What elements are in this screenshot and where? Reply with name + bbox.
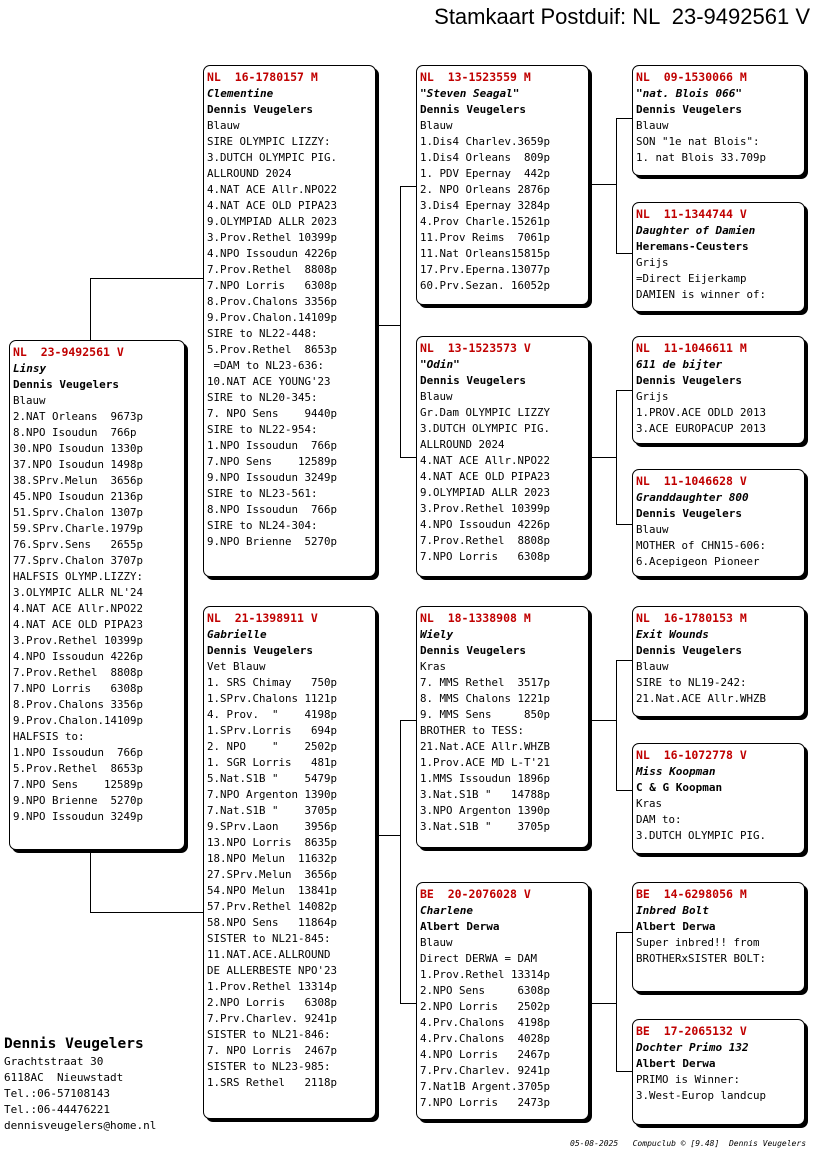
ring-number: NL 09-1530066 M — [636, 70, 747, 84]
pigeon-owner: Dennis Veugelers — [636, 103, 742, 116]
pedigree-line: 1.SPrv.Lorris 694p — [207, 724, 338, 737]
connector-line — [616, 790, 633, 791]
pedigree-line: 8. MMS Chalons 1221p — [420, 692, 551, 705]
connector-line — [616, 118, 633, 119]
pedigree-line: Blauw — [420, 936, 453, 949]
pigeon-owner: Dennis Veugelers — [636, 644, 742, 657]
pigeon-name: "Steven Seagal" — [420, 87, 520, 100]
pedigree-line: BROTHERxSISTER BOLT: — [636, 952, 767, 965]
pedigree-line: 3.Prov.Rethel 10399p — [13, 634, 144, 647]
connector-line — [616, 253, 633, 254]
pedigree-line: 37.NPO Isoudun 1498p — [13, 458, 144, 471]
pedigree-line: 2.NPO Lorris 6308p — [207, 996, 338, 1009]
pedigree-line: 3.ACE EUROPACUP 2013 — [636, 422, 767, 435]
pigeon-card-dds — [632, 882, 805, 992]
pedigree-line: 1.NPO Issoudun 766p — [13, 746, 144, 759]
pedigree-line: 7. NPO Lorris 2467p — [207, 1044, 338, 1057]
pedigree-line: ALLROUND 2024 — [420, 438, 505, 451]
pedigree-line: 45.NPO Isoudun 2136p — [13, 490, 144, 503]
pedigree-line: SIRE to NL24-304: — [207, 519, 318, 532]
pedigree-line: Blauw — [207, 119, 240, 132]
pedigree-line: 2. NPO Orleans 2876p — [420, 183, 551, 196]
pedigree-line: 4.NAT ACE Allr.NPO22 — [420, 454, 551, 467]
pedigree-line: 5.Nat.S1B " 5479p — [207, 772, 338, 785]
ring-number: NL 23-9492561 V — [13, 345, 124, 359]
connector-line — [616, 390, 617, 525]
pedigree-line: 7.NPO Lorris 2473p — [420, 1096, 551, 1109]
pedigree-line: 7.Prv.Charlev. 9241p — [420, 1064, 551, 1077]
pigeon-owner: Dennis Veugelers — [420, 103, 526, 116]
pedigree-line: 51.Sprv.Chalon 1307p — [13, 506, 144, 519]
pedigree-line: 1. nat Blois 33.709p — [636, 151, 767, 164]
ring-number: NL 13-1523559 M — [420, 70, 531, 84]
pedigree-line: 3.Nat.S1B " 3705p — [420, 820, 551, 833]
ring-number: BE 20-2076028 V — [420, 887, 531, 901]
ring-number: NL 18-1338908 M — [420, 611, 531, 625]
pigeon-owner: Dennis Veugelers — [207, 644, 313, 657]
connector-line — [400, 186, 401, 458]
pedigree-line: Direct DERWA = DAM — [420, 952, 538, 965]
connector-line — [90, 278, 204, 279]
pedigree-line: DAM to: — [636, 813, 682, 826]
pedigree-line: 3.Prov.Rethel 10399p — [207, 231, 338, 244]
connector-line — [90, 912, 204, 913]
pedigree-line: 7.Prov.Rethel 8808p — [420, 534, 551, 547]
pedigree-line: SISTER to NL23-985: — [207, 1060, 331, 1073]
pedigree-line: 1.Dis4 Orleans 809p — [420, 151, 551, 164]
connector-line — [616, 932, 617, 1072]
pigeon-card-sss — [632, 65, 805, 176]
pedigree-line: 9.OLYMPIAD ALLR 2023 — [420, 486, 551, 499]
pedigree-line: HALFSIS OLYMP.LIZZY: — [13, 570, 144, 583]
pedigree-line: DAMIEN is winner of: — [636, 288, 767, 301]
ring-number: NL 21-1398911 V — [207, 611, 318, 625]
pigeon-card-dam-sire — [416, 606, 589, 848]
pedigree-line: 59.SPrv.Charle.1979p — [13, 522, 144, 535]
pigeon-card-root — [9, 340, 185, 850]
pedigree-line: 4.NPO Issoudun 4226p — [13, 650, 144, 663]
ring-number: NL 16-1780153 M — [636, 611, 747, 625]
pedigree-line: 2.NPO Lorris 2502p — [420, 1000, 551, 1013]
breeder-phone-2: Tel.:06-44476221 — [4, 1103, 110, 1116]
connector-line — [616, 660, 617, 791]
pedigree-line: Vet Blauw — [207, 660, 266, 673]
pedigree-line: Super inbred!! from — [636, 936, 760, 949]
breeder-address: Grachtstraat 30 — [4, 1055, 104, 1068]
ring-number: BE 17-2065132 V — [636, 1024, 747, 1038]
pedigree-line: 10.NAT ACE YOUNG'23 — [207, 375, 331, 388]
pigeon-name: Granddaughter 800 — [636, 491, 749, 504]
pedigree-line: Grijs — [636, 256, 669, 269]
pedigree-line: 1.Dis4 Charlev.3659p — [420, 135, 551, 148]
pedigree-line: 1.Prov.Rethel 13314p — [207, 980, 338, 993]
pedigree-line: 58.NPO Sens 11864p — [207, 916, 338, 929]
pedigree-line: 4.NAT ACE OLD PIPA23 — [420, 470, 551, 483]
pedigree-line: 3.DUTCH OLYMPIC PIG. — [420, 422, 551, 435]
pedigree-line: 8.Prov.Chalons 3356p — [207, 295, 338, 308]
pedigree-line: 30.NPO Isoudun 1330p — [13, 442, 144, 455]
pigeon-owner: Albert Derwa — [636, 920, 716, 933]
pigeon-card-sds — [632, 336, 805, 444]
pigeon-card-sire-sire — [416, 65, 589, 305]
pedigree-line: 2.NPO Sens 6308p — [420, 984, 551, 997]
connector-line — [400, 1003, 417, 1004]
pigeon-name: Exit Wounds — [636, 628, 709, 641]
pedigree-line: BROTHER to TESS: — [420, 724, 525, 737]
pedigree-line: 4.NAT ACE Allr.NPO22 — [207, 183, 338, 196]
pedigree-line: SISTER to NL21-846: — [207, 1028, 331, 1041]
connector-line — [400, 457, 417, 458]
pigeon-name: Miss Koopman — [636, 765, 716, 778]
pedigree-line: 1.Prov.ACE MD L-T'21 — [420, 756, 551, 769]
pigeon-name: Gabrielle — [207, 628, 267, 641]
pedigree-line: 77.Sprv.Chalon 3707p — [13, 554, 144, 567]
pedigree-line: PRIMO is Winner: — [636, 1073, 741, 1086]
connector-line — [592, 720, 616, 721]
pedigree-line: 3.Prov.Rethel 10399p — [420, 502, 551, 515]
ring-number: BE 14-6298056 M — [636, 887, 747, 901]
page-title: Stamkaart Postduif: NL 23-9492561 V — [434, 4, 810, 29]
pedigree-line: 7.NPO Sens 12589p — [13, 778, 144, 791]
pigeon-name: Daughter of Damien — [636, 224, 756, 237]
connector-line — [616, 932, 633, 933]
pigeon-owner: Dennis Veugelers — [420, 374, 526, 387]
connector-line — [400, 720, 401, 1004]
pedigree-line: 4.NAT ACE Allr.NPO22 — [13, 602, 144, 615]
pedigree-line: 17.Prv.Eperna.13077p — [420, 263, 551, 276]
pedigree-line: SIRE to NL19-242: — [636, 676, 747, 689]
pedigree-line: 11.NAT.ACE.ALLROUND — [207, 948, 331, 961]
pigeon-name: "nat. Blois 066" — [636, 87, 742, 100]
pedigree-line: =DAM to NL23-636: — [207, 359, 325, 372]
pigeon-card-ssd — [632, 202, 805, 312]
breeder-name: Dennis Veugelers — [4, 1036, 144, 1052]
pedigree-line: SIRE to NL20-345: — [207, 391, 318, 404]
pigeon-owner: Dennis Veugelers — [13, 378, 119, 391]
pedigree-line: 8.NPO Isoudun 766p — [13, 426, 137, 439]
pigeon-owner: Dennis Veugelers — [207, 103, 313, 116]
pedigree-line: 54.NPO Melun 13841p — [207, 884, 338, 897]
pigeon-name: Dochter Primo 132 — [636, 1041, 749, 1054]
pigeon-card-dam-dam — [416, 882, 589, 1120]
pedigree-line: Blauw — [636, 523, 669, 536]
pedigree-line: 4.NPO Issoudun 4226p — [420, 518, 551, 531]
pedigree-line: 4.Prov Charle.15261p — [420, 215, 551, 228]
pedigree-line: 5.Prov.Rethel 8653p — [207, 343, 338, 356]
pedigree-line: Kras — [420, 660, 447, 673]
pigeon-card-sire — [203, 65, 376, 577]
pedigree-line: 3.DUTCH OLYMPIC PIG. — [636, 829, 767, 842]
pedigree-line: 9.OLYMPIAD ALLR 2023 — [207, 215, 338, 228]
pedigree-line: 7.NPO Argenton 1390p — [207, 788, 338, 801]
pedigree-line: SIRE to NL22-448: — [207, 327, 318, 340]
pedigree-line: 7.NPO Lorris 6308p — [420, 550, 551, 563]
pedigree-line: 18.NPO Melun 11632p — [207, 852, 338, 865]
pigeon-name: 611 de bijter — [636, 358, 723, 371]
connector-line — [616, 660, 633, 661]
pedigree-line: 7.Prv.Charlev. 9241p — [207, 1012, 338, 1025]
pedigree-line: 38.SPrv.Melun 3656p — [13, 474, 144, 487]
pedigree-line: =Direct Eijerkamp — [636, 272, 747, 285]
pedigree-line: 9.Prov.Chalon.14109p — [207, 311, 338, 324]
pigeon-owner: C & G Koopman — [636, 781, 723, 794]
pedigree-line: 4.NAT ACE OLD PIPA23 — [13, 618, 144, 631]
pedigree-line: 7.Prov.Rethel 8808p — [207, 263, 338, 276]
connector-line — [592, 184, 616, 185]
pedigree-line: Blauw — [420, 390, 453, 403]
pedigree-line: DE ALLERBESTE NPO'23 — [207, 964, 338, 977]
pedigree-line: 7.Nat1B Argent.3705p — [420, 1080, 551, 1093]
pigeon-card-sdd — [632, 469, 805, 577]
pedigree-line: HALFSIS to: — [13, 730, 85, 743]
connector-line — [378, 325, 400, 326]
pedigree-line: 8.NPO Issoudun 766p — [207, 503, 338, 516]
ring-number: NL 16-1780157 M — [207, 70, 318, 84]
pigeon-owner: Dennis Veugelers — [420, 644, 526, 657]
breeder-city: 6118AC Nieuwstadt — [4, 1071, 124, 1084]
pigeon-card-dsd — [632, 743, 805, 854]
pedigree-line: Blauw — [636, 119, 669, 132]
pigeon-owner: Dennis Veugelers — [636, 374, 742, 387]
pedigree-line: 1.NPO Issoudun 766p — [207, 439, 338, 452]
pedigree-line: 3.OLYMPIC ALLR NL'24 — [13, 586, 144, 599]
breeder-phone-1: Tel.:06-57108143 — [4, 1087, 110, 1100]
pedigree-line: SIRE OLYMPIC LIZZY: — [207, 135, 331, 148]
pigeon-owner: Dennis Veugelers — [636, 507, 742, 520]
pedigree-line: 21.Nat.ACE Allr.WHZB — [636, 692, 767, 705]
pigeon-name: Inbred Bolt — [636, 904, 709, 917]
connector-line — [90, 850, 91, 913]
pedigree-line: 8.Prov.Chalons 3356p — [13, 698, 144, 711]
pedigree-line: 21.Nat.ACE Allr.WHZB — [420, 740, 551, 753]
pedigree-line: 1. PDV Epernay 442p — [420, 167, 551, 180]
pedigree-line: 11.Nat Orleans15815p — [420, 247, 551, 260]
pedigree-line: 4.NPO Issoudun 4226p — [207, 247, 338, 260]
pedigree-line: 5.Prov.Rethel 8653p — [13, 762, 144, 775]
pedigree-line: 7. NPO Sens 9440p — [207, 407, 338, 420]
pedigree-line: SISTER to NL21-845: — [207, 932, 331, 945]
pedigree-line: 1.SRS Rethel 2118p — [207, 1076, 338, 1089]
pedigree-line: 57.Prv.Rethel 14082p — [207, 900, 338, 913]
pigeon-owner: Albert Derwa — [636, 1057, 716, 1070]
pigeon-card-dam — [203, 606, 376, 1119]
pigeon-name: Wiely — [420, 628, 454, 641]
connector-line — [400, 186, 417, 187]
footer-credit: 05-08-2025 Compuclub © [9.48] Dennis Veugelers — [570, 1139, 807, 1148]
connector-line — [616, 524, 633, 525]
pedigree-line: 11.Prov Reims 7061p — [420, 231, 551, 244]
pedigree-line: 4.NPO Lorris 2467p — [420, 1048, 551, 1061]
pedigree-line: 3.DUTCH OLYMPIC PIG. — [207, 151, 338, 164]
pedigree-line: SIRE to NL23-561: — [207, 487, 318, 500]
pedigree-line: 4.Prv.Chalons 4198p — [420, 1016, 551, 1029]
pedigree-line: 1. SGR Lorris 481p — [207, 756, 338, 769]
pedigree-line: 1.SPrv.Chalons 1121p — [207, 692, 338, 705]
pedigree-line: SON "1e nat Blois": — [636, 135, 760, 148]
pedigree-line: 13.NPO Lorris 8635p — [207, 836, 338, 849]
connector-line — [90, 278, 91, 341]
pigeon-name: "Odin" — [420, 358, 460, 371]
ring-number: NL 11-1046611 M — [636, 341, 747, 355]
pedigree-line: 1. SRS Chimay 750p — [207, 676, 338, 689]
pigeon-name: Linsy — [13, 362, 47, 375]
connector-line — [400, 720, 417, 721]
pigeon-card-ddd — [632, 1019, 805, 1125]
pedigree-line: 4.NAT ACE OLD PIPA23 — [207, 199, 338, 212]
pedigree-line: 1.Prov.Rethel 13314p — [420, 968, 551, 981]
pedigree-line: 7.NPO Lorris 6308p — [207, 279, 338, 292]
pedigree-line: 7.NPO Sens 12589p — [207, 455, 338, 468]
pedigree-line: 3.NPO Argenton 1390p — [420, 804, 551, 817]
pedigree-line: 1.PROV.ACE ODLD 2013 — [636, 406, 767, 419]
pedigree-line: 9.SPrv.Laon 3956p — [207, 820, 338, 833]
pedigree-line: ALLROUND 2024 — [207, 167, 292, 180]
pedigree-line: 6.Acepigeon Pioneer — [636, 555, 760, 568]
pedigree-line: 4. Prov. " 4198p — [207, 708, 338, 721]
pedigree-line: 9.NPO Brienne 5270p — [13, 794, 144, 807]
ring-number: NL 16-1072778 V — [636, 748, 747, 762]
pedigree-line: 7.Prov.Rethel 8808p — [13, 666, 144, 679]
pigeon-card-dss — [632, 606, 805, 717]
pedigree-line: 1.MMS Issoudun 1896p — [420, 772, 551, 785]
pedigree-line: SIRE to NL22-954: — [207, 423, 318, 436]
pigeon-name: Charlene — [420, 904, 473, 917]
pedigree-line: Kras — [636, 797, 663, 810]
pedigree-line: 9.NPO Issoudun 3249p — [207, 471, 338, 484]
connector-line — [616, 118, 617, 254]
connector-line — [616, 390, 633, 391]
pedigree-line: 9.Prov.Chalon.14109p — [13, 714, 144, 727]
pedigree-line: Gr.Dam OLYMPIC LIZZY — [420, 406, 551, 419]
breeder-info — [4, 1034, 156, 1134]
pedigree-line: 9. MMS Sens 850p — [420, 708, 551, 721]
pedigree-line: 9.NPO Brienne 5270p — [207, 535, 338, 548]
pedigree-line: Blauw — [420, 119, 453, 132]
pedigree-line: 76.Sprv.Sens 2655p — [13, 538, 144, 551]
pedigree-line: 7.NPO Lorris 6308p — [13, 682, 144, 695]
ring-number: NL 11-1344744 V — [636, 207, 747, 221]
pigeon-card-sire-dam — [416, 336, 589, 577]
pedigree-line: 3.Nat.S1B " 14788p — [420, 788, 551, 801]
pigeon-name: Clementine — [207, 87, 274, 100]
connector-line — [378, 835, 400, 836]
ring-number: NL 13-1523573 V — [420, 341, 531, 355]
pedigree-line: MOTHER of CHN15-606: — [636, 539, 767, 552]
connector-line — [592, 457, 616, 458]
pedigree-line: 3.Dis4 Epernay 3284p — [420, 199, 551, 212]
pigeon-owner: Heremans-Ceusters — [636, 240, 749, 253]
pedigree-line: 7.Nat.S1B " 3705p — [207, 804, 338, 817]
pedigree-line: Blauw — [13, 394, 46, 407]
pedigree-line: Blauw — [636, 660, 669, 673]
ring-number: NL 11-1046628 V — [636, 474, 747, 488]
pedigree-line: 2.NAT Orleans 9673p — [13, 410, 144, 423]
breeder-email: dennisveugelers@home.nl — [4, 1119, 157, 1132]
pedigree-line: 27.SPrv.Melun 3656p — [207, 868, 338, 881]
connector-line — [616, 1071, 633, 1072]
pedigree-line: 3.West-Europ landcup — [636, 1089, 767, 1102]
pedigree-line: 2. NPO " 2502p — [207, 740, 338, 753]
pedigree-line: 7. MMS Rethel 3517p — [420, 676, 551, 689]
pigeon-owner: Albert Derwa — [420, 920, 500, 933]
pedigree-line: 4.Prv.Chalons 4028p — [420, 1032, 551, 1045]
pedigree-line: Grijs — [636, 390, 669, 403]
pedigree-line: 9.NPO Issoudun 3249p — [13, 810, 144, 823]
pedigree-line: 60.Prv.Sezan. 16052p — [420, 279, 551, 292]
connector-line — [592, 1003, 616, 1004]
